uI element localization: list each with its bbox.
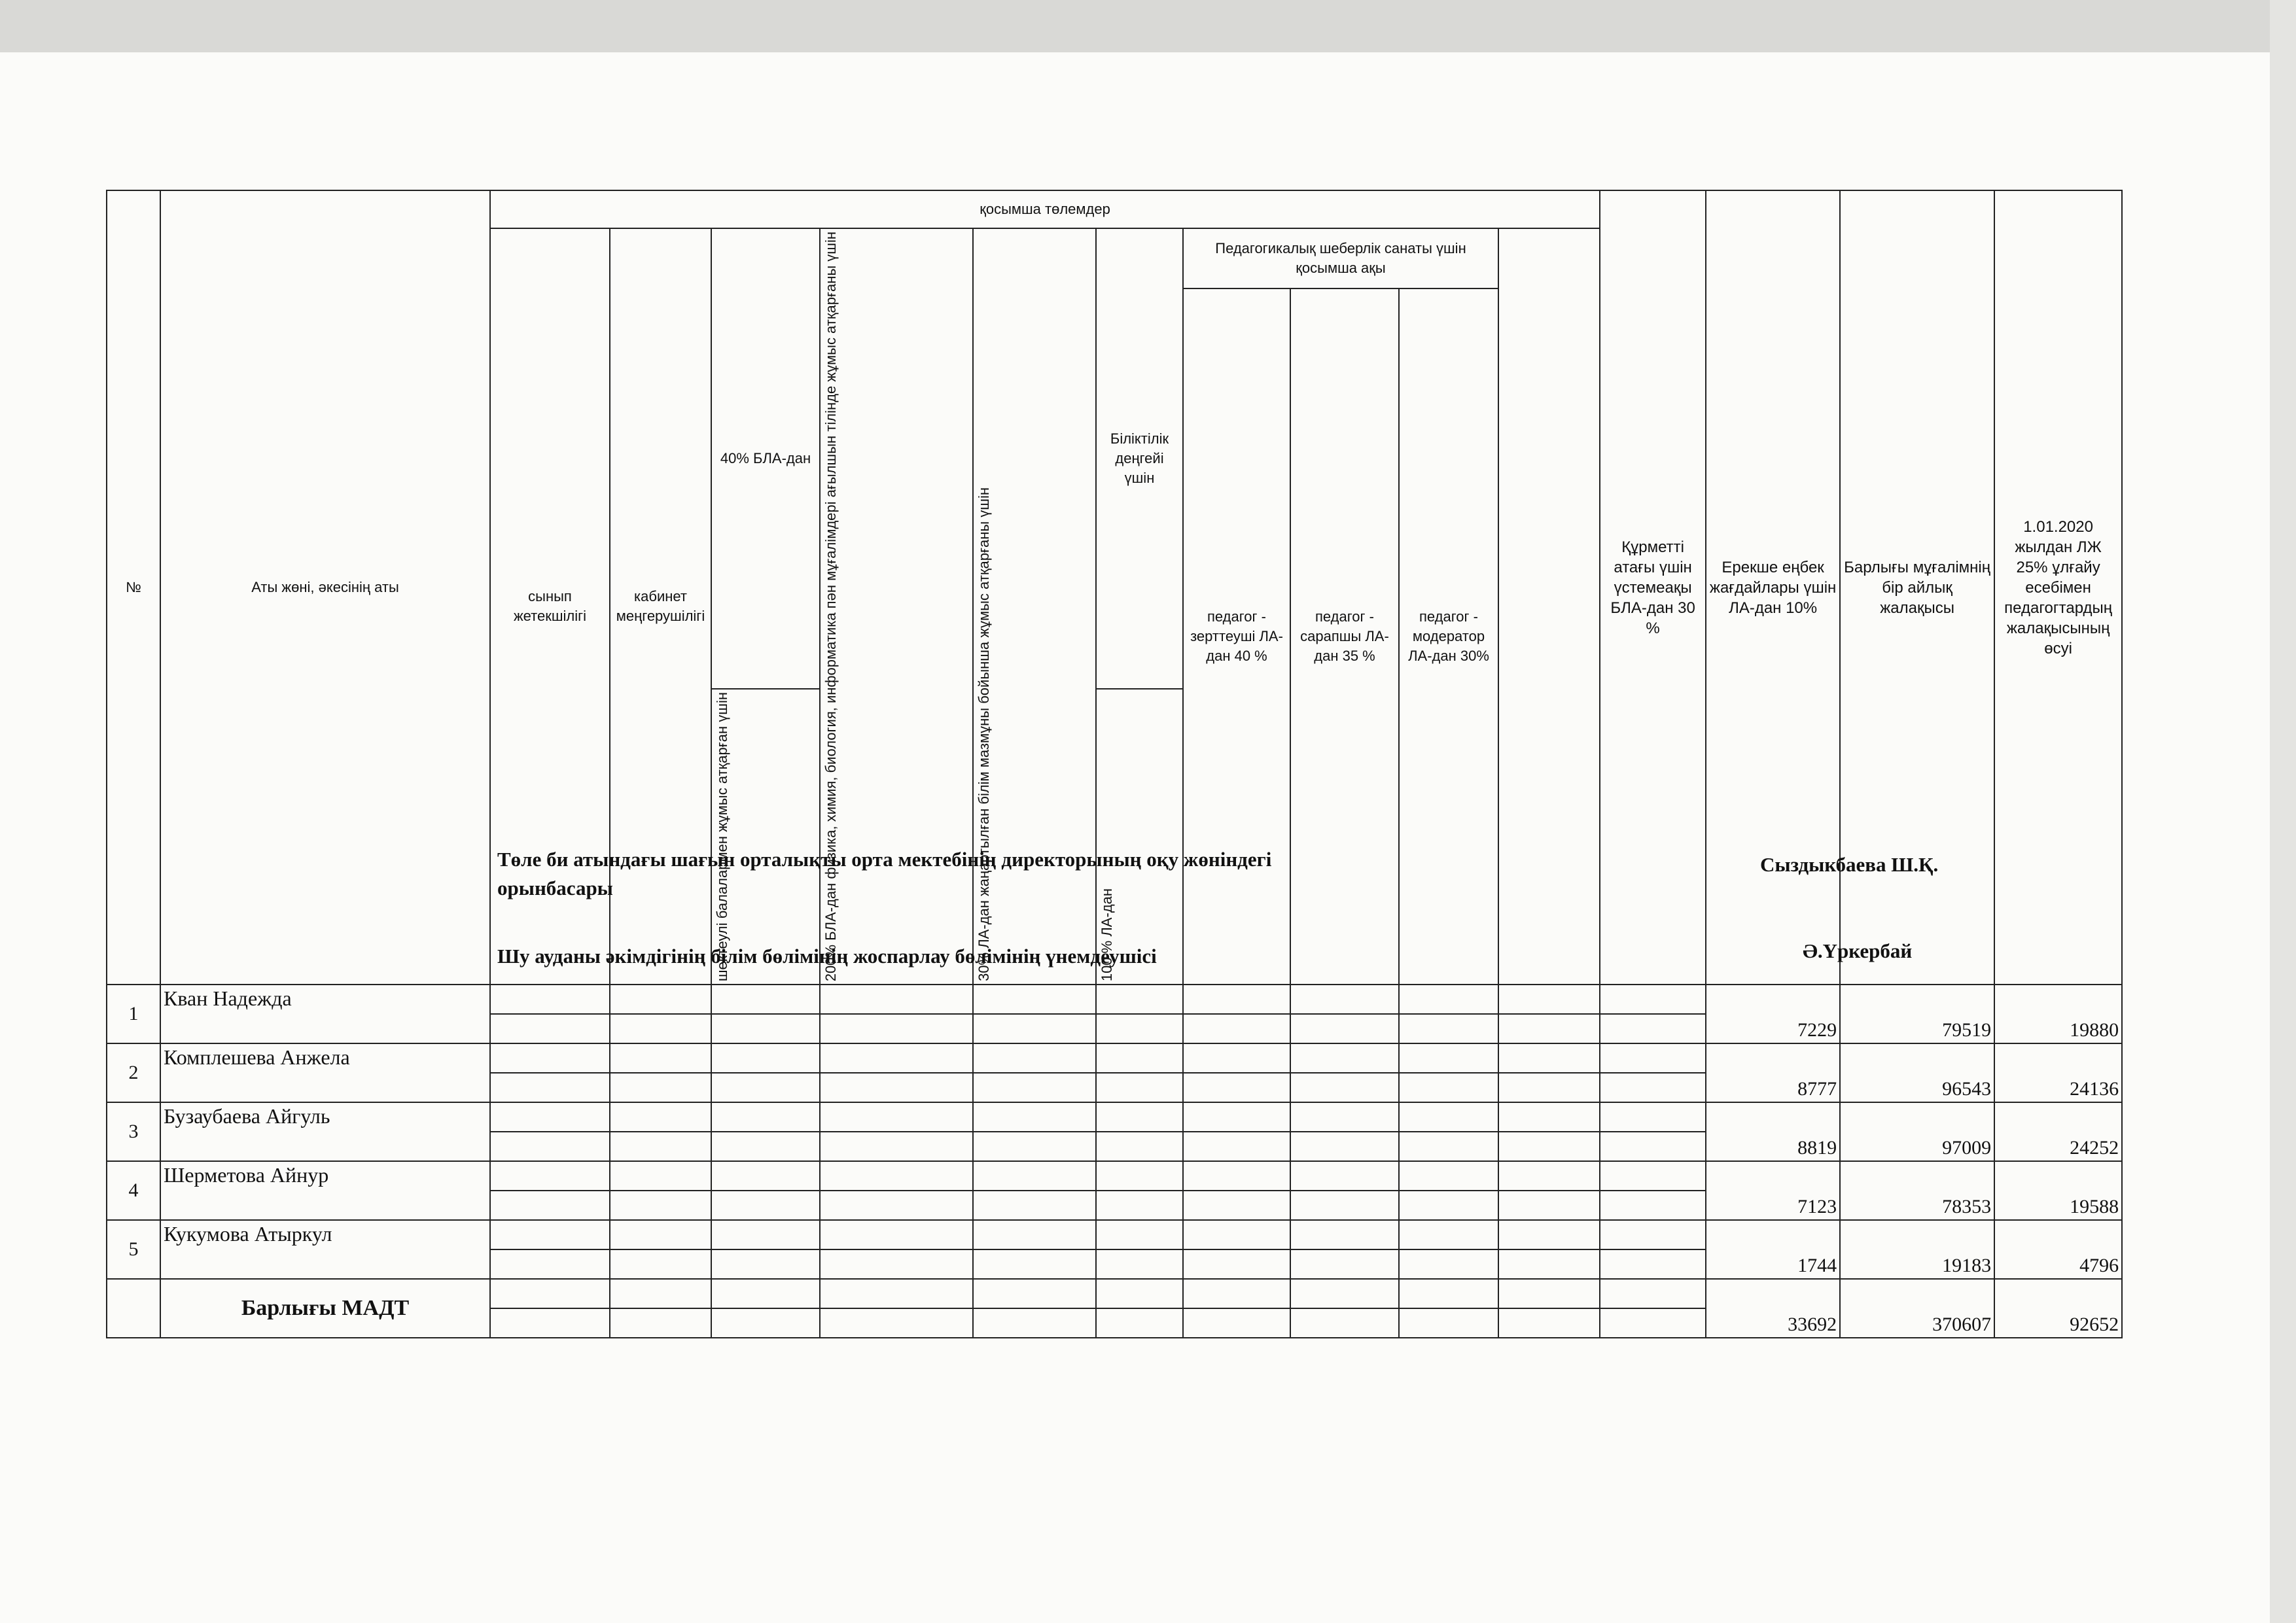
header-bla40-special-text: шектеулі балалармен жұмыс атқарған үшін bbox=[714, 692, 730, 982]
row-name: Бузаубаева Айгуль bbox=[160, 1102, 490, 1161]
row-monthly: 97009 bbox=[1840, 1102, 1994, 1161]
header-full-name: Аты жөні, әкесінің аты bbox=[160, 190, 490, 985]
table-row bbox=[107, 1043, 2122, 1073]
row-increase: 19880 bbox=[1994, 985, 2122, 1043]
header-bla40-special bbox=[711, 689, 820, 985]
header-increase: 1.01.2020 жылдан ЛЖ 25% ұлғайу есебімен педагогтардың жалақысының өсуі bbox=[1994, 190, 2122, 985]
totals-number-cell bbox=[107, 1279, 160, 1338]
row-special: 7123 bbox=[1706, 1161, 1840, 1220]
totals-row bbox=[107, 1279, 2122, 1308]
scan-margin-right bbox=[2270, 0, 2296, 1623]
row-name: Кван Надежда bbox=[160, 985, 490, 1043]
header-special-conditions: Ерекше еңбек жағдайлары үшін ЛА-дан 10% bbox=[1706, 190, 1840, 985]
signature-line-2: Шу ауданы әкімдігінің білім бөлімінің жоспарлау бөлімінің үнемдеушісі bbox=[497, 945, 1157, 968]
row-increase: 24136 bbox=[1994, 1043, 2122, 1102]
signature-name-1: Сыздыкбаева Ш.Қ. bbox=[1760, 853, 1939, 876]
header-qualification: Біліктілік деңгейі үшін bbox=[1096, 228, 1183, 689]
row-name: Шерметова Айнур bbox=[160, 1161, 490, 1220]
row-number: 4 bbox=[107, 1161, 160, 1220]
row-special: 8819 bbox=[1706, 1102, 1840, 1161]
header-additional-payments: қосымша төлемдер bbox=[490, 190, 1600, 228]
row-number: 3 bbox=[107, 1102, 160, 1161]
header-honorary: Құрметті атағы үшін үстемеақы БЛА-дан 30 % bbox=[1600, 190, 1706, 985]
header-la30-text: 30% ЛА-дан жаңартылған білім мазмұны бойынша жұмыс атқарғаны үшін bbox=[976, 487, 992, 982]
table-row bbox=[107, 1102, 2122, 1132]
header-class-teacher: сынып жетекшілігі bbox=[490, 228, 610, 985]
totals-label: Барлығы МАДТ bbox=[160, 1279, 490, 1338]
row-monthly: 79519 bbox=[1840, 985, 1994, 1043]
header-bla40: 40% БЛА-дан bbox=[711, 228, 820, 689]
header-number: № bbox=[107, 190, 160, 985]
header-qualification-100-text: 100 % ЛА-дан bbox=[1099, 888, 1115, 982]
row-special: 1744 bbox=[1706, 1220, 1840, 1279]
table-row bbox=[107, 985, 2122, 1014]
row-number: 5 bbox=[107, 1220, 160, 1279]
row-special: 7229 bbox=[1706, 985, 1840, 1043]
row-number: 1 bbox=[107, 985, 160, 1043]
scan-margin-top bbox=[0, 0, 2296, 52]
table-row bbox=[107, 1161, 2122, 1191]
header-researcher: педагог - зерттеуші ЛА-дан 40 % bbox=[1183, 288, 1290, 985]
header-cabinet: кабинет меңгерушілігі bbox=[610, 228, 711, 985]
row-name: Комплешева Анжела bbox=[160, 1043, 490, 1102]
totals-monthly: 370607 bbox=[1840, 1279, 1994, 1338]
table-row bbox=[107, 1220, 2122, 1249]
totals-increase: 92652 bbox=[1994, 1279, 2122, 1338]
row-increase: 24252 bbox=[1994, 1102, 2122, 1161]
signature-line-1: Төле би атындағы шағын орталықты орта мектебінің директорының оқу жөніндегі орынбасары bbox=[497, 848, 1272, 899]
header-moderator: педагог - модератор ЛА-дан 30% bbox=[1399, 288, 1498, 985]
header-monthly-total: Барлығы мұғалімнің бір айлық жалақысы bbox=[1840, 190, 1994, 985]
header-expert: педагог - сарапшы ЛА-дан 35 % bbox=[1290, 288, 1399, 985]
row-increase: 4796 bbox=[1994, 1220, 2122, 1279]
header-qualification-100 bbox=[1096, 689, 1183, 985]
signature-name-2: Ә.Үркербай bbox=[1803, 939, 1913, 962]
row-monthly: 78353 bbox=[1840, 1161, 1994, 1220]
row-name: Кукумова Атыркул bbox=[160, 1220, 490, 1279]
header-bla200-text: 200% БЛА-дан физика, химия, биология, информатика пән мұғалімдері ағылшын тілінде жұмыс атқарғаны үшін bbox=[822, 232, 839, 982]
salary-table bbox=[106, 190, 2123, 1338]
row-special: 8777 bbox=[1706, 1043, 1840, 1102]
row-increase: 19588 bbox=[1994, 1161, 2122, 1220]
row-monthly: 96543 bbox=[1840, 1043, 1994, 1102]
totals-special: 33692 bbox=[1706, 1279, 1840, 1338]
row-number: 2 bbox=[107, 1043, 160, 1102]
row-monthly: 19183 bbox=[1840, 1220, 1994, 1279]
header-pedagogical: Педагогикалық шеберлік санаты үшін қосымша ақы bbox=[1183, 228, 1498, 288]
